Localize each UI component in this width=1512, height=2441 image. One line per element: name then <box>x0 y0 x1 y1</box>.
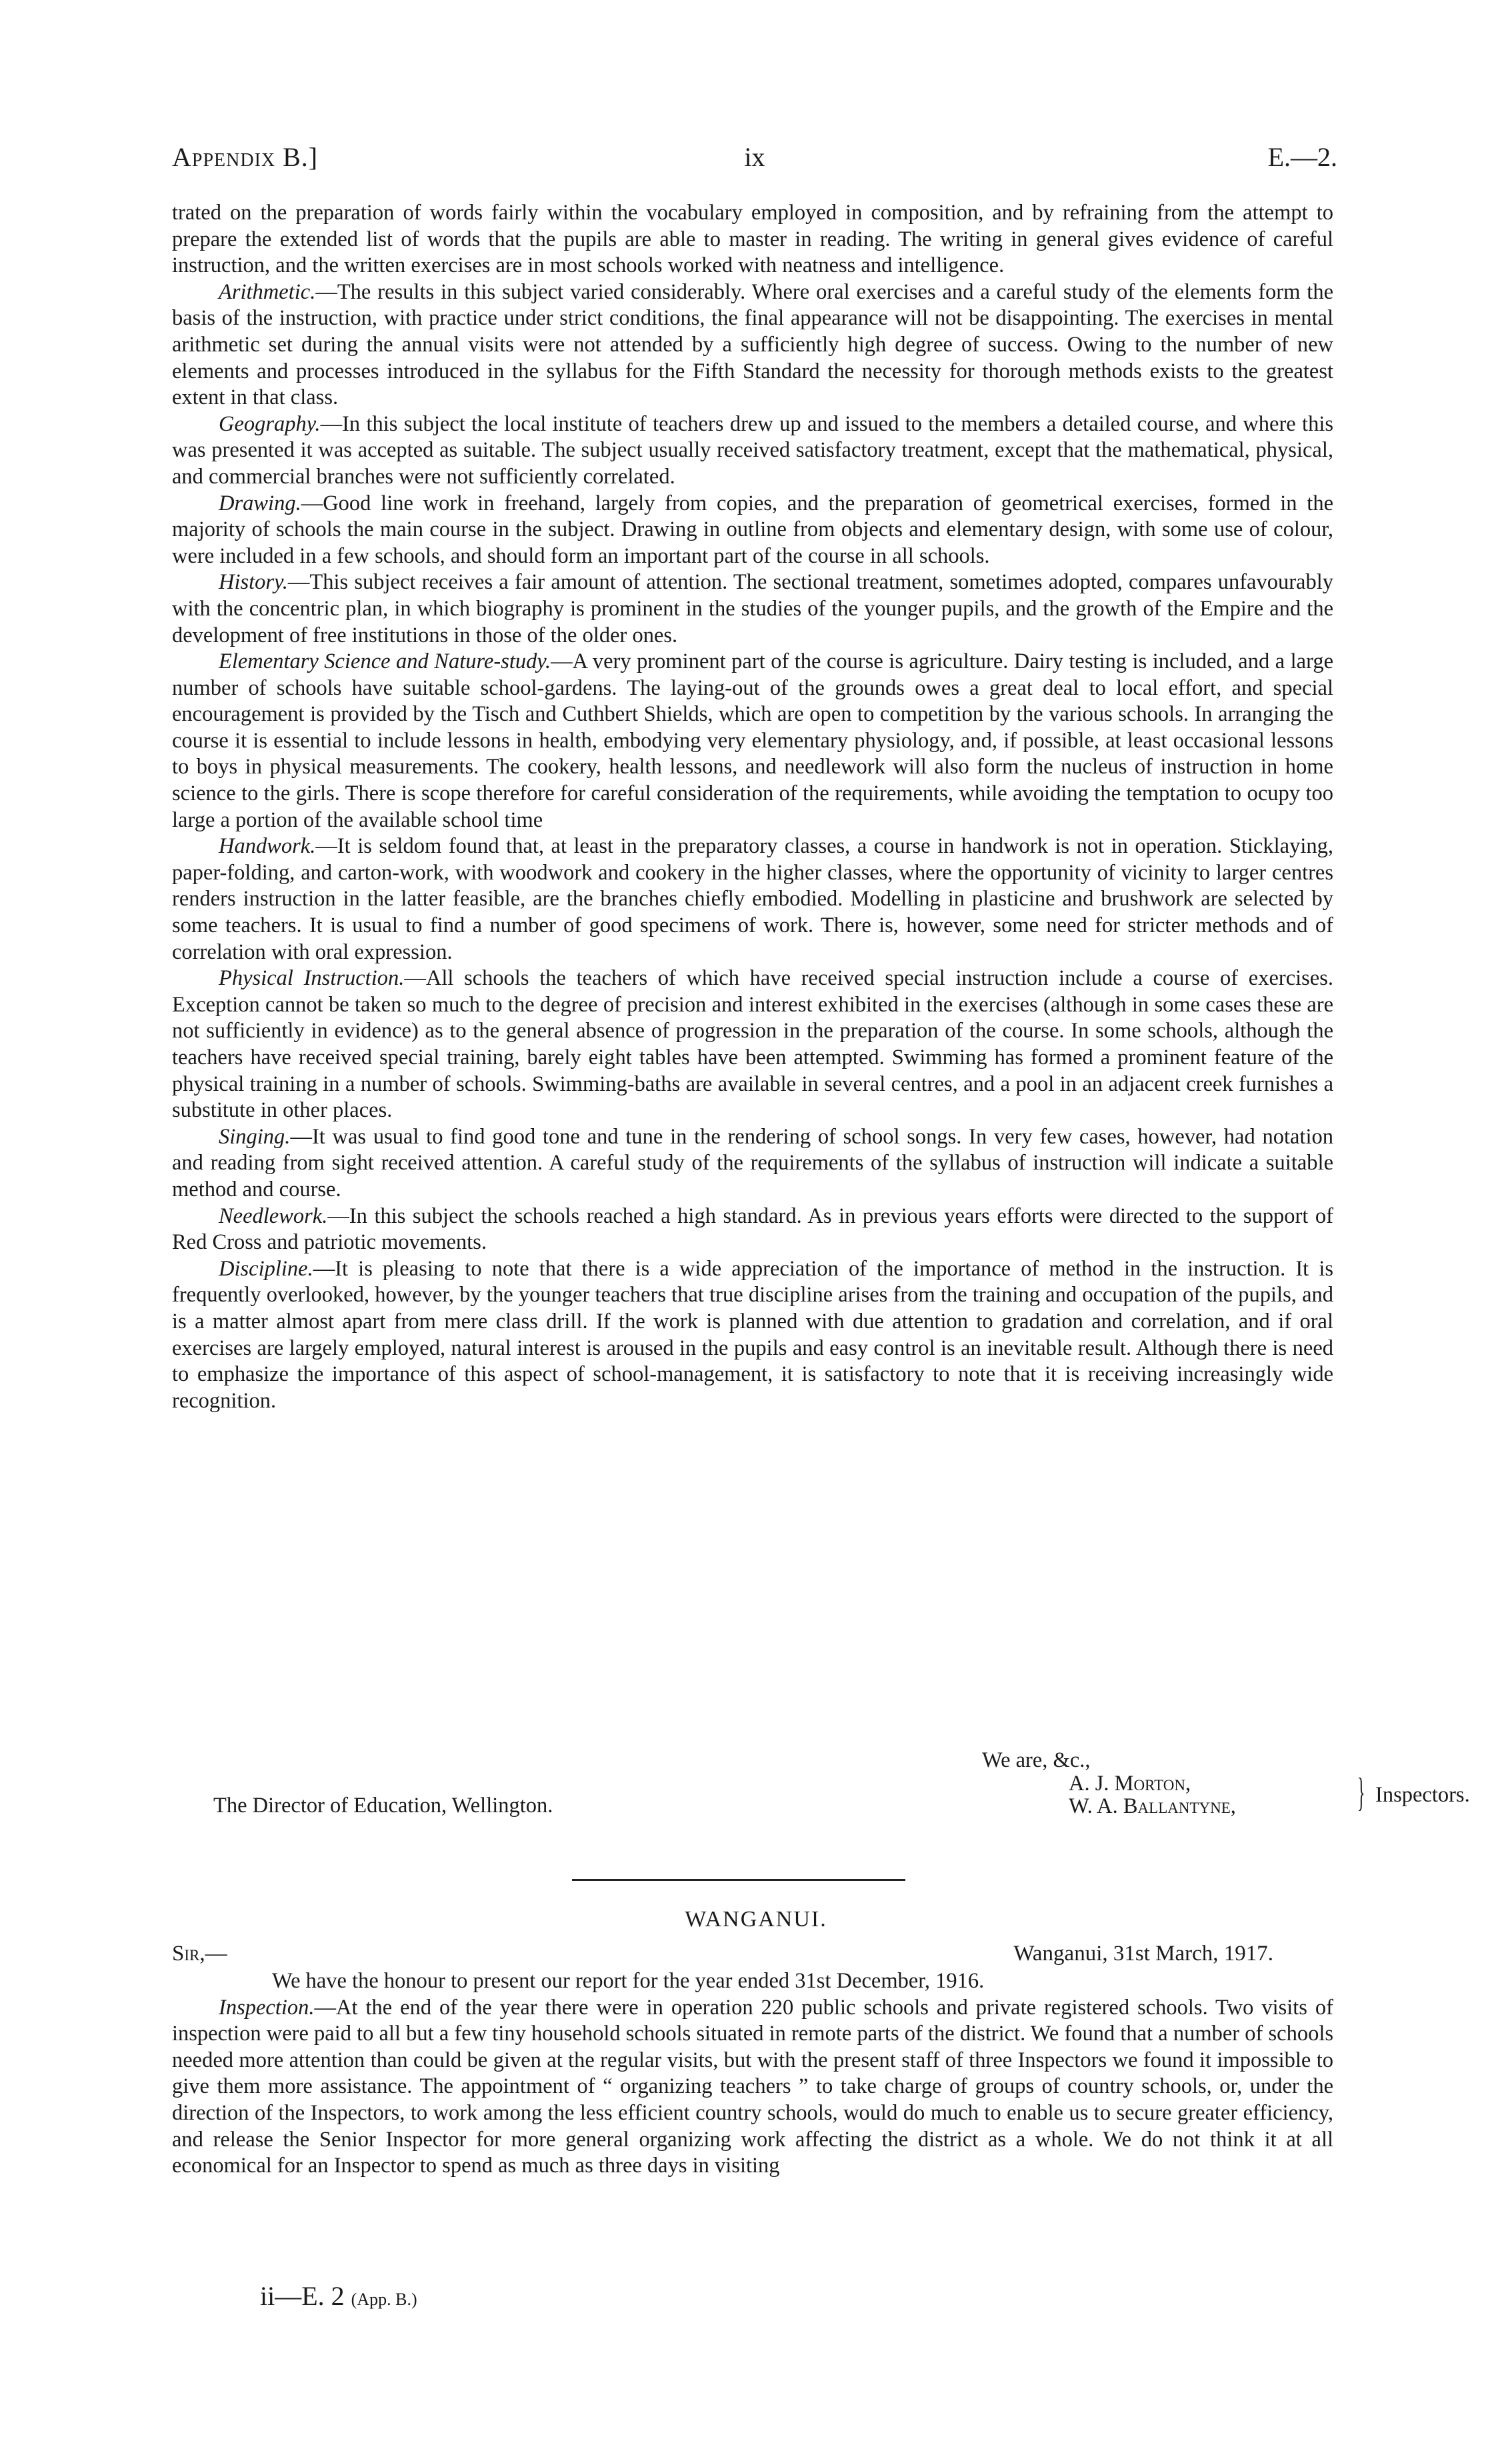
salutation: Sir,— <box>172 1942 227 1966</box>
signature-mark-note: (App. B.) <box>351 2290 417 2309</box>
paragraph-intro: We have the honour to present our report for the year ended 31st December, 1916. <box>272 1969 985 1993</box>
paragraph-science: Elementary Science and Nature-study.—A very prominent part of the course is agriculture. Dairy testing is included, and a large number of schools have suitable school-gardens. The laying-out of the grounds owes a great deal to local effort, and special encouragement is provided by the Tisch and Cuthbert Shields, which are open to competition by the various schools. In arranging the course it is essential to include lessons in health, embodying very elementary physiology, and, if possible, at least occasional lessons to boys in physical measurements. The cookery, health lessons, and needlework will also form the nucleus of instruction in home science to the girls. There is scope therefore for careful consideration of the requirements, while avoiding the temptation to ocupy too large a portion of the available school time <box>172 649 1333 832</box>
paragraph-history: History.—This subject receives a fair amount of attention. The sectional treatment, sometimes adopted, compares unfavourably with the concentric plan, in which biography is prominent in the studies of the younger pupils, and the growth of the Empire and the development of free institutions in those of the older ones. <box>172 570 1333 647</box>
signature-block <box>172 1748 1470 1848</box>
paragraph-heading: Singing. <box>219 1124 291 1149</box>
signatory-names <box>1069 1772 1236 1818</box>
paragraph-heading: History. <box>219 570 288 595</box>
paragraph-physical: Physical Instruction.—All schools the teachers of which have received special instruction include a course of exercises. Exception cannot be taken so much to the degree of precision and interest exhibited in the exercises (although in some cases these are not sufficiently in evidence) as to the general absence of progression in the preparation of the course. In some schools, although the teachers have received special training, barely eight tables have been attempted. Swimming has formed a prominent feature of the physical training in a number of schools. Swimming-baths are available in several centres, and a pool in an adjacent creek furnishes a substitute in other places. <box>172 966 1334 1123</box>
paragraph-heading: Physical Instruction. <box>219 966 405 991</box>
paragraph-handwork: Handwork.—It is seldom found that, at least in the preparatory classes, a course in handwork is not in operation. Sticklaying, paper-folding, and carton-work, with woodwork and cookery in the higher classes, where the opportunity of vicinity to larger centres renders instruction in the latter feasible, are the branches chiefly embodied. Modelling in plasticine and brushwork are selected by some teachers. It is usual to find a number of good specimens of work. There is, however, some need for stricter methods and of correlation with oral expression. <box>172 834 1333 964</box>
paragraph-inspection: Inspection.—At the end of the year there were in operation 220 public schools and private registered schools. Two visits of inspection were paid to all but a few tiny household schools situated in remote parts of the district. We found that a number of schools needed more attention than could be given at the regular visits, but with the present staff of three Inspectors we found it impossible to give them more assistance. The appointment of “ organizing teachers ” to take charge of groups of country schools, or, under the direction of the Inspectors, to work among the less efficient country schools, would do much to enable us to secure greater efficiency, and release the Senior Inspector for more general organizing work affecting the district as a whole. We do not think it at all economical for an Inspector to spend as much as three days in visiting <box>172 1995 1333 2178</box>
closing: We are, &c., <box>982 1748 1091 1772</box>
paragraph-heading: Needlework. <box>219 1203 328 1228</box>
signature-mark-text: ii—E. 2 <box>260 2281 345 2311</box>
signatory-name: A. J. Morton, <box>1069 1772 1191 1796</box>
paragraph-heading: Arithmetic. <box>219 279 316 304</box>
paragraph-heading: Inspection. <box>219 1995 315 2020</box>
dateline: Wanganui, 31st March, 1917. <box>1013 1942 1273 1966</box>
running-head-right: E.—2. <box>1267 142 1337 172</box>
signatory-role: Inspectors. <box>1375 1783 1470 1807</box>
paragraph-drawing: Drawing.—Good line work in freehand, largely from copies, and the preparation of geometrical exercises, formed in the majority of schools the main course in the subject. Drawing in outline from objects and elementary design, with some use of colour, were included in a few schools, and should form an important part of the course in all schools. <box>172 491 1333 568</box>
addressee: The Director of Education, Wellington. <box>213 1794 553 1818</box>
salutation-line <box>172 1942 1333 1971</box>
paragraph-arithmetic: Arithmetic.—The results in this subject varied considerably. Where oral exercises and a careful study of the elements form the basis of the instruction, with practice under strict conditions, the final appearance will not be disappointing. The exercises in mental arithmetic set during the annual visits were not attended by a sufficiently high degree of success. Owing to the number of new elements and processes introduced in the syllabus for the Fifth Standard the necessity for thorough methods exists to the greatest extent in that class. <box>172 279 1333 410</box>
paragraph-needlework: Needlework.—In this subject the schools reached a high standard. As in previous years efforts were directed to the support of Red Cross and patriotic movements. <box>172 1203 1333 1255</box>
report-body <box>172 200 1333 1414</box>
page-number: ix <box>744 142 765 172</box>
section-divider <box>572 1879 905 1881</box>
paragraph-heading: Geography. <box>219 411 321 436</box>
paragraph-geography: Geography.—In this subject the local institute of teachers drew up and issued to the members a detailed course, and where this was presented it was accepted as suitable. The subject usually received satisfactory treatment, except that the mathematical, physical, and commercial branches were not sufficiently correlated. <box>172 411 1333 489</box>
paragraph-singing: Singing.—It was usual to find good tone and tune in the rendering of school songs. In very few cases, however, had notation and reading from sight received attention. A careful study of the requirements of the syllabus of instruction will indicate a suitable method and course. <box>172 1124 1333 1201</box>
paragraph-discipline: Discipline.—It is pleasing to note that there is a wide appreciation of the importance of method in the instruction. It is frequently overlooked, however, by the younger teachers that true discipline arises from the training and occupation of the pupils, and is a matter almost apart from mere class drill. If the work is planned with due attention to gradation and correlation, and if oral exercises are largely employed, natural interest is aroused in the pupils and easy control is an inevitable result. Although there is need to emphasize the importance of this aspect of school-management, it is satisfactory to note that it is receiving increasingly wide recognition. <box>172 1256 1333 1413</box>
paragraph-heading: Discipline. <box>219 1256 313 1281</box>
wanganui-report-body <box>172 1968 1333 2180</box>
paragraph-continuation: trated on the preparation of words fairly within the vocabulary employed in composition, and by refraining from the attempt to prepare the extended list of words that the pupils are able to master in reading. The writing in general gives evidence of careful instruction, and the written exercises are in most schools worked with neatness and intelligence. <box>172 201 1333 278</box>
signature-mark <box>260 2280 417 2312</box>
running-head-left: Appendix B.] <box>172 142 319 172</box>
paragraph-heading: Elementary Science and Nature-study. <box>219 649 551 674</box>
paragraph-heading: Handwork. <box>219 834 316 859</box>
running-head <box>172 141 1337 181</box>
paragraph-heading: Drawing. <box>219 491 301 515</box>
brace-glyph: } <box>1357 1770 1365 1814</box>
signatory-name: W. A. Ballantyne, <box>1069 1794 1236 1818</box>
section-title: WANGANUI. <box>685 1907 827 1932</box>
